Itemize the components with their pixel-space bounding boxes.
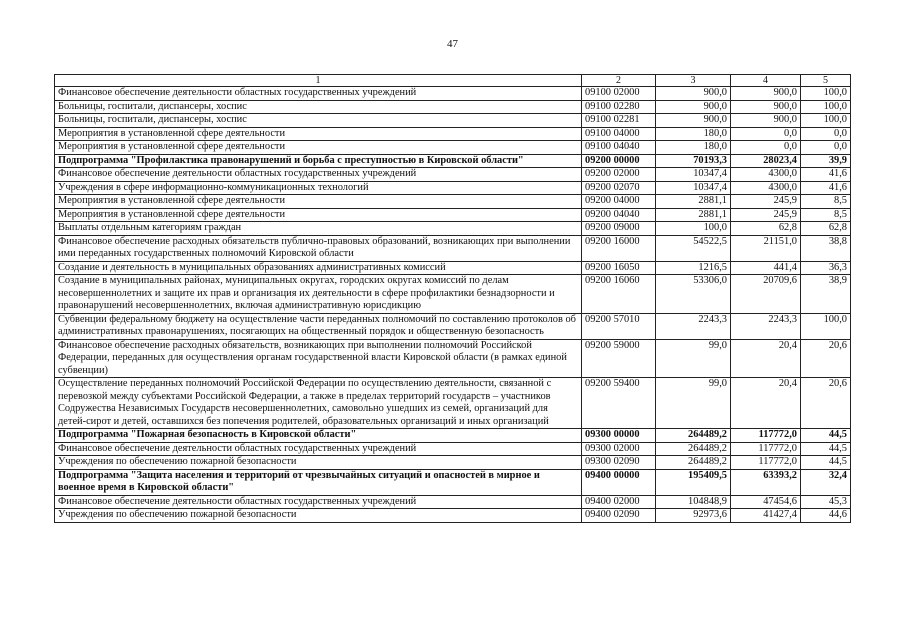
row-fact-cell: 28023,4 [731, 154, 801, 168]
row-fact-cell: 900,0 [731, 114, 801, 128]
table-row [55, 127, 851, 141]
row-plan-cell: 264489,2 [656, 456, 731, 470]
column-header-percent: 5 [801, 75, 851, 87]
column-header-plan: 3 [656, 75, 731, 87]
row-plan-cell: 10347,4 [656, 181, 731, 195]
row-name-cell: Создание в муниципальных районах, муниципальных округах, городских округах комиссий по делам несовершеннолетних и защите их прав и организация их деятельности в сфере профилактики безнадзорности и правонарушений несовершеннолетних, включая административную юрисдикцию [55, 275, 582, 314]
row-plan-cell: 264489,2 [656, 442, 731, 456]
row-plan-cell: 195409,5 [656, 469, 731, 495]
table-row [55, 222, 851, 236]
row-fact-cell: 21151,0 [731, 235, 801, 261]
table-row [55, 313, 851, 339]
row-percent-cell: 45,3 [801, 495, 851, 509]
row-name-cell: Финансовое обеспечение деятельности областных государственных учреждений [55, 87, 582, 101]
table-row [55, 141, 851, 155]
table-row [55, 100, 851, 114]
row-percent-cell: 8,5 [801, 195, 851, 209]
subprogram-row [55, 429, 851, 443]
row-plan-cell: 180,0 [656, 141, 731, 155]
row-plan-cell: 2881,1 [656, 208, 731, 222]
row-fact-cell: 245,9 [731, 208, 801, 222]
row-percent-cell: 0,0 [801, 141, 851, 155]
row-name-cell: Выплаты отдельным категориям граждан [55, 222, 582, 236]
row-fact-cell: 900,0 [731, 100, 801, 114]
row-percent-cell: 8,5 [801, 208, 851, 222]
row-fact-cell: 2243,3 [731, 313, 801, 339]
row-name-cell: Мероприятия в установленной сфере деятельности [55, 127, 582, 141]
column-header-name: 1 [55, 75, 582, 87]
row-fact-cell: 20,4 [731, 339, 801, 378]
row-code-cell: 09200 04000 [582, 195, 656, 209]
row-plan-cell: 70193,3 [656, 154, 731, 168]
table-row [55, 495, 851, 509]
row-code-cell: 09200 00000 [582, 154, 656, 168]
budget-table [54, 74, 851, 523]
row-code-cell: 09200 16060 [582, 275, 656, 314]
row-percent-cell: 62,8 [801, 222, 851, 236]
row-name-cell: Подпрограмма "Профилактика правонарушений и борьба с преступностью в Кировской области" [55, 154, 582, 168]
row-code-cell: 09200 09000 [582, 222, 656, 236]
row-plan-cell: 2243,3 [656, 313, 731, 339]
row-code-cell: 09400 00000 [582, 469, 656, 495]
row-percent-cell: 100,0 [801, 87, 851, 101]
row-code-cell: 09400 02090 [582, 509, 656, 523]
row-name-cell: Учреждения в сфере информационно-коммуникационных технологий [55, 181, 582, 195]
row-code-cell: 09100 04000 [582, 127, 656, 141]
row-code-cell: 09400 02000 [582, 495, 656, 509]
row-percent-cell: 36,3 [801, 261, 851, 275]
row-name-cell: Мероприятия в установленной сфере деятельности [55, 195, 582, 209]
row-plan-cell: 2881,1 [656, 195, 731, 209]
row-fact-cell: 900,0 [731, 87, 801, 101]
row-name-cell: Финансовое обеспечение деятельности областных государственных учреждений [55, 442, 582, 456]
table-row [55, 87, 851, 101]
table-row [55, 339, 851, 378]
row-fact-cell: 0,0 [731, 141, 801, 155]
row-name-cell: Субвенции федеральному бюджету на осуществление части переданных полномочий по составлению протоколов об административных правонарушениях, посягающих на общественный порядок и общественную безопасность [55, 313, 582, 339]
row-fact-cell: 62,8 [731, 222, 801, 236]
row-code-cell: 09200 59400 [582, 378, 656, 429]
row-percent-cell: 38,8 [801, 235, 851, 261]
row-percent-cell: 38,9 [801, 275, 851, 314]
table-row [55, 275, 851, 314]
row-percent-cell: 100,0 [801, 114, 851, 128]
table-row [55, 456, 851, 470]
table-row [55, 442, 851, 456]
row-plan-cell: 54522,5 [656, 235, 731, 261]
row-plan-cell: 180,0 [656, 127, 731, 141]
table-row [55, 509, 851, 523]
row-name-cell: Мероприятия в установленной сфере деятельности [55, 141, 582, 155]
row-percent-cell: 41,6 [801, 168, 851, 182]
row-plan-cell: 900,0 [656, 100, 731, 114]
row-name-cell: Осуществление переданных полномочий Российской Федерации по осуществлению деятельности, связанной с перевозкой между субъектами Российской Федерации, а также в пределах территорий государств – участников Содружества Независимых Государств несовершеннолетних, самовольно ушедших из семей, организаций для детей-сирот и детей, оставшихся без попечения родителей, образовательных организаций и иных организаций [55, 378, 582, 429]
column-header-code: 2 [582, 75, 656, 87]
row-percent-cell: 20,6 [801, 378, 851, 429]
row-fact-cell: 41427,4 [731, 509, 801, 523]
table-body [55, 87, 851, 523]
row-fact-cell: 0,0 [731, 127, 801, 141]
row-percent-cell: 44,5 [801, 429, 851, 443]
row-fact-cell: 63393,2 [731, 469, 801, 495]
row-code-cell: 09200 59000 [582, 339, 656, 378]
row-percent-cell: 44,5 [801, 442, 851, 456]
row-percent-cell: 44,5 [801, 456, 851, 470]
row-name-cell: Подпрограмма "Пожарная безопасность в Кировской области" [55, 429, 582, 443]
subprogram-row [55, 154, 851, 168]
row-code-cell: 09100 02000 [582, 87, 656, 101]
row-plan-cell: 1216,5 [656, 261, 731, 275]
row-code-cell: 09200 02070 [582, 181, 656, 195]
row-percent-cell: 20,6 [801, 339, 851, 378]
row-name-cell: Больницы, госпитали, диспансеры, хоспис [55, 114, 582, 128]
row-percent-cell: 100,0 [801, 313, 851, 339]
row-fact-cell: 20,4 [731, 378, 801, 429]
row-plan-cell: 10347,4 [656, 168, 731, 182]
row-name-cell: Финансовое обеспечение деятельности областных государственных учреждений [55, 495, 582, 509]
row-fact-cell: 20709,6 [731, 275, 801, 314]
row-name-cell: Финансовое обеспечение деятельности областных государственных учреждений [55, 168, 582, 182]
row-fact-cell: 245,9 [731, 195, 801, 209]
table-row [55, 181, 851, 195]
row-plan-cell: 53306,0 [656, 275, 731, 314]
row-name-cell: Учреждения по обеспечению пожарной безопасности [55, 456, 582, 470]
row-plan-cell: 264489,2 [656, 429, 731, 443]
row-name-cell: Финансовое обеспечение расходных обязательств публично-правовых образований, возникающих при выполнении ими переданных государственных полномочий Кировской области [55, 235, 582, 261]
row-plan-cell: 104848,9 [656, 495, 731, 509]
row-name-cell: Учреждения по обеспечению пожарной безопасности [55, 509, 582, 523]
row-name-cell: Больницы, госпитали, диспансеры, хоспис [55, 100, 582, 114]
table-row [55, 261, 851, 275]
row-fact-cell: 117772,0 [731, 442, 801, 456]
row-percent-cell: 39,9 [801, 154, 851, 168]
row-name-cell: Финансовое обеспечение расходных обязательств, возникающих при выполнении полномочий Российской Федерации, переданных для осуществления органам государственной власти Кировской области (в рамках единой субвенции) [55, 339, 582, 378]
subprogram-row [55, 469, 851, 495]
table-row [55, 195, 851, 209]
row-code-cell: 09200 04040 [582, 208, 656, 222]
table-row [55, 378, 851, 429]
table-header-row [55, 75, 851, 87]
row-plan-cell: 92973,6 [656, 509, 731, 523]
row-percent-cell: 32,4 [801, 469, 851, 495]
row-name-cell: Создание и деятельность в муниципальных образованиях административных комиссий [55, 261, 582, 275]
row-fact-cell: 117772,0 [731, 456, 801, 470]
row-name-cell: Подпрограмма "Защита населения и территорий от чрезвычайных ситуаций и опасностей в мирное и военное время в Кировской области" [55, 469, 582, 495]
row-fact-cell: 117772,0 [731, 429, 801, 443]
row-code-cell: 09200 57010 [582, 313, 656, 339]
table-row [55, 114, 851, 128]
row-code-cell: 09200 16000 [582, 235, 656, 261]
row-code-cell: 09100 02280 [582, 100, 656, 114]
row-fact-cell: 4300,0 [731, 181, 801, 195]
row-plan-cell: 900,0 [656, 87, 731, 101]
row-code-cell: 09300 02000 [582, 442, 656, 456]
row-plan-cell: 900,0 [656, 114, 731, 128]
row-fact-cell: 441,4 [731, 261, 801, 275]
row-code-cell: 09300 02090 [582, 456, 656, 470]
row-fact-cell: 47454,6 [731, 495, 801, 509]
row-fact-cell: 4300,0 [731, 168, 801, 182]
row-code-cell: 09300 00000 [582, 429, 656, 443]
table-row [55, 235, 851, 261]
row-plan-cell: 99,0 [656, 378, 731, 429]
page-number: 47 [447, 38, 458, 50]
row-percent-cell: 44,6 [801, 509, 851, 523]
row-percent-cell: 100,0 [801, 100, 851, 114]
table-row [55, 168, 851, 182]
row-code-cell: 09200 02000 [582, 168, 656, 182]
row-plan-cell: 99,0 [656, 339, 731, 378]
table-row [55, 208, 851, 222]
row-percent-cell: 0,0 [801, 127, 851, 141]
row-plan-cell: 100,0 [656, 222, 731, 236]
row-code-cell: 09100 04040 [582, 141, 656, 155]
row-percent-cell: 41,6 [801, 181, 851, 195]
row-code-cell: 09200 16050 [582, 261, 656, 275]
row-name-cell: Мероприятия в установленной сфере деятельности [55, 208, 582, 222]
row-code-cell: 09100 02281 [582, 114, 656, 128]
column-header-fact: 4 [731, 75, 801, 87]
